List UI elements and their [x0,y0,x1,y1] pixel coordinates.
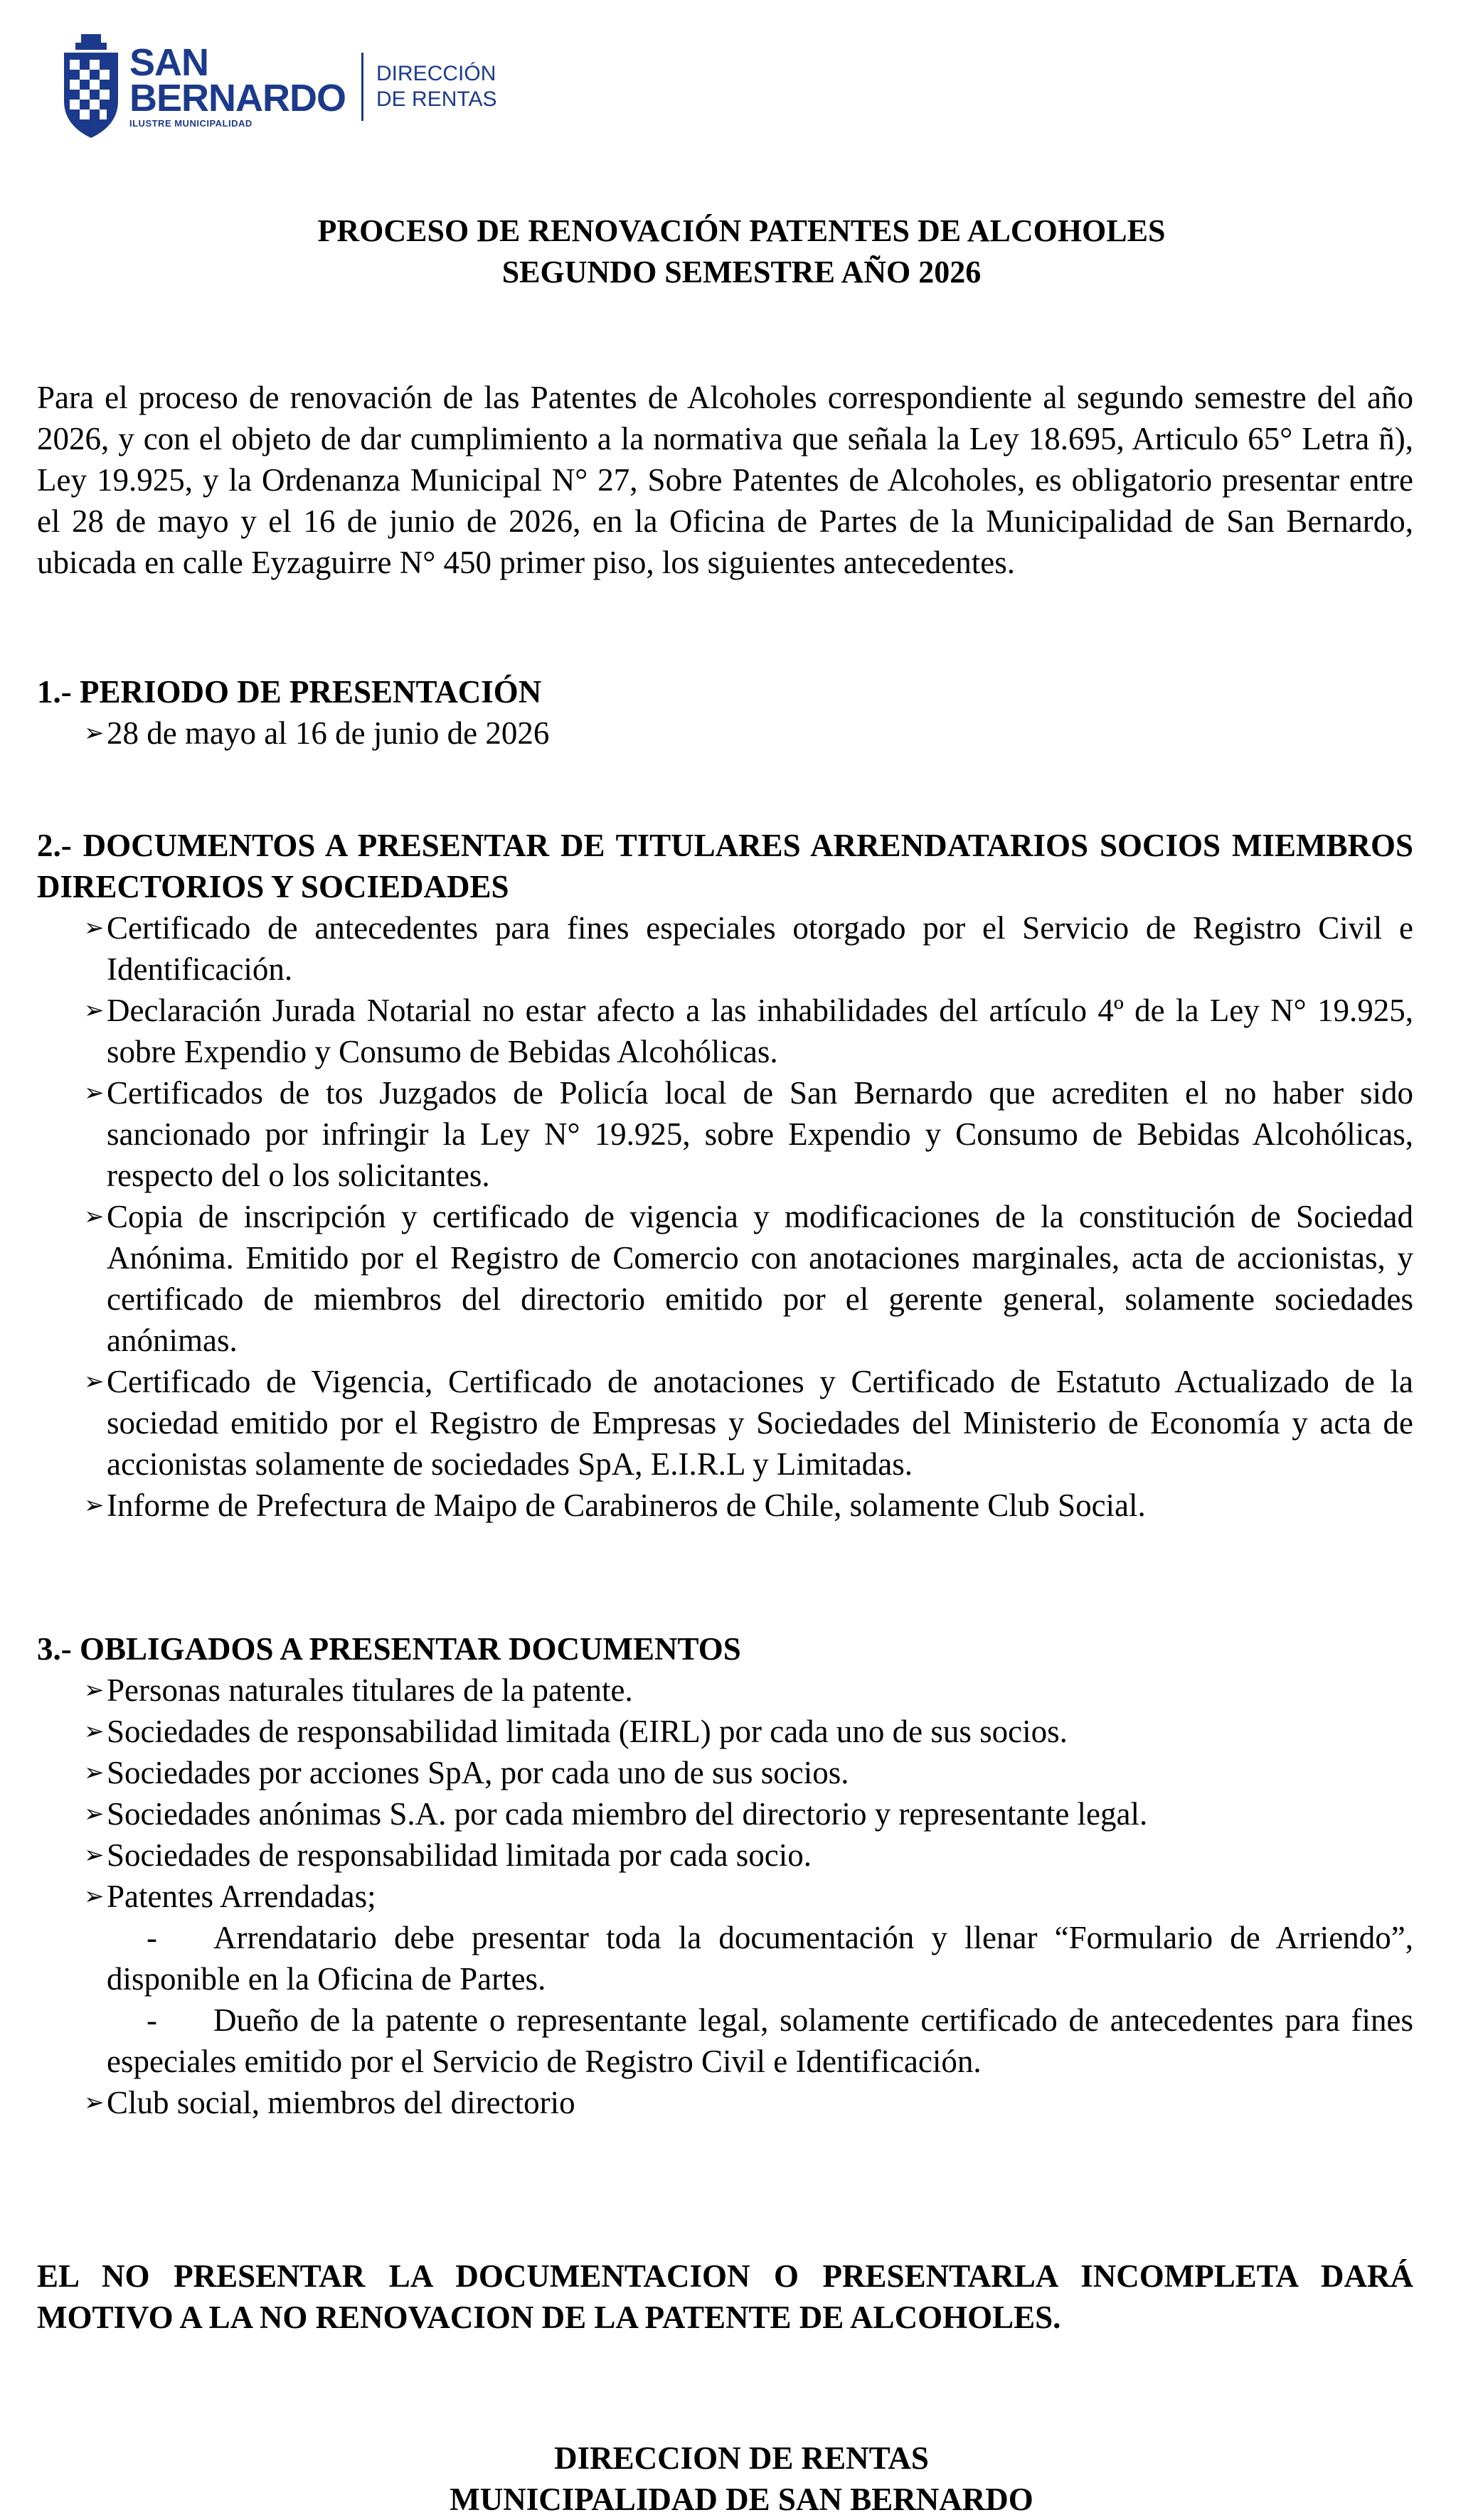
logo-line2: BERNARDO [129,77,346,119]
arrowhead-bullet-icon: ➢ [84,1841,105,1869]
list-item: ➢ Sociedades anónimas S.A. por cada miembro del directorio y representante legal. [0,1793,1413,1835]
document-title [0,210,1483,293]
list-item: ➢ Personas naturales titulares de la patente. [0,1670,1413,1711]
signature-block [0,2438,1483,2520]
arrowhead-bullet-icon: ➢ [84,1367,105,1396]
list-item: ➢ Patentes Arrendadas; [0,1876,1413,1917]
list-item: ➢ Certificados de tos Juzgados de Policía local de San Bernardo que acrediten el no haber sido sancionado por infringir la Ley N° 19.925, sobre Expendio y Consumo de Bebidas Alcohólicas, respecto del o los solicitantes. [0,1072,1413,1196]
logo-divider [361,53,363,121]
logo-subtitle: ILUSTRE MUNICIPALIDAD [129,118,253,129]
list-item: ➢ 28 de mayo al 16 de junio de 2026 [0,712,1413,754]
arrowhead-bullet-icon: ➢ [84,914,105,942]
list-item: ➢ Informe de Prefectura de Maipo de Carabineros de Chile, solamente Club Social. [0,1485,1413,1526]
department-name [376,61,496,112]
list-item: ➢ Certificado de antecedentes para fines especiales otorgado por el Servicio de Registro Civil e Identificación. [0,907,1413,990]
section1-heading: 1.- PERIODO DE PRESENTACIÓN [37,674,542,710]
section2-list [0,907,1483,1526]
list-item: ➢ Declaración Jurada Notarial no estar afecto a las inhabilidades del artículo 4º de la Ley N° 19.925, sobre Expendio y Consumo de Bebidas Alcohólicas. [0,990,1413,1072]
arrowhead-bullet-icon: ➢ [84,1202,105,1231]
list-item: ➢ Sociedades de responsabilidad limitada (EIRL) por cada uno de sus socios. [0,1711,1413,1752]
list-item: ➢ Copia de inscripción y certificado de vigencia y modificaciones de la constitución de Sociedad Anónima. Emitido por el Registro de Comercio con anotaciones marginales, acta de accionistas, y certificado de miembros del directorio emitido por el gerente general, solamente sociedades anónimas. [0,1196,1413,1361]
list-item: ➢ Sociedades de responsabilidad limitada por cada socio. [0,1835,1413,1876]
department-line2: DE RENTAS [376,87,497,111]
section3-list [0,1670,1483,2123]
arrowhead-bullet-icon: ➢ [84,1800,105,1828]
arrowhead-bullet-icon: ➢ [84,1676,105,1704]
sub-item: - Dueño de la patente o representante legal, solamente certificado de antecedentes para fines especiales emitido por el Servicio de Registro Civil e Identificación. [0,2000,1413,2082]
arrowhead-bullet-icon: ➢ [84,719,105,747]
arrowhead-bullet-icon: ➢ [84,996,105,1025]
dash-marker: - [147,1920,157,1955]
arrowhead-bullet-icon: ➢ [84,1491,105,1520]
list-item: ➢ Certificado de Vigencia, Certificado de anotaciones y Certificado de Estatuto Actualizado de la sociedad emitido por el Registro de Empresas y Sociedades del Ministerio de Economía y acta de accionistas solamente de sociedades SpA, E.I.R.L y Limitadas. [0,1361,1413,1485]
department-line1: DIRECCIÓN [376,62,496,85]
arrowhead-bullet-icon: ➢ [84,1758,105,1787]
municipal-logo [60,30,496,144]
section3-heading: 3.- OBLIGADOS A PRESENTAR DOCUMENTOS [37,1631,741,1667]
signature-line1: DIRECCION DE RENTAS [554,2440,929,2476]
municipal-crest-icon [60,33,122,141]
sub-item: - Arrendatario debe presentar toda la documentación y llenar “Formulario de Arriendo”, disponible en la Oficina de Partes. [0,1917,1413,2000]
arrowhead-bullet-icon: ➢ [84,1717,105,1746]
title-line1: PROCESO DE RENOVACIÓN PATENTES DE ALCOHOLES [317,213,1166,248]
section1-list [0,712,1483,754]
arrowhead-bullet-icon: ➢ [84,1079,105,1107]
closing-warning: EL NO PRESENTAR LA DOCUMENTACION O PRESENTARLA INCOMPLETA DARÁ MOTIVO A LA NO RENOVACION DE LA PATENTE DE ALCOHOLES. [37,2258,1413,2335]
list-item: ➢ Club social, miembros del directorio [0,2082,1413,2123]
arrowhead-bullet-icon: ➢ [84,1882,105,1911]
dash-marker: - [147,2002,157,2038]
logo-line1: SAN [129,41,209,84]
title-line2: SEGUNDO SEMESTRE AÑO 2026 [501,255,982,289]
intro-paragraph: Para el proceso de renovación de las Patentes de Alcoholes correspondiente al segundo semestre del año 2026, y con el objeto de dar cumplimiento a la normativa que señala la Ley 18.695, Articulo 65° Letra ñ), Ley 19.925, y la Ordenanza Municipal N° 27, Sobre Patentes de Alcoholes, es obligatorio presentar entre el 28 de mayo y el 16 de junio de 2026, en la Oficina de Partes de la Municipalidad de San Bernardo, ubicada en calle Eyzaguirre N° 450 primer piso, los siguientes antecedentes. [37,380,1413,580]
section2-heading: 2.- DOCUMENTOS A PRESENTAR DE TITULARES ARRENDATARIOS SOCIOS MIEMBROS DIRECTORIOS Y SOCIEDADES [37,828,1413,904]
signature-line2: MUNICIPALIDAD DE SAN BERNARDO [450,2482,1033,2517]
arrowhead-bullet-icon: ➢ [84,2088,105,2117]
list-item: ➢ Sociedades por acciones SpA, por cada uno de sus socios. [0,1752,1413,1793]
logo-wordmark [129,41,346,129]
